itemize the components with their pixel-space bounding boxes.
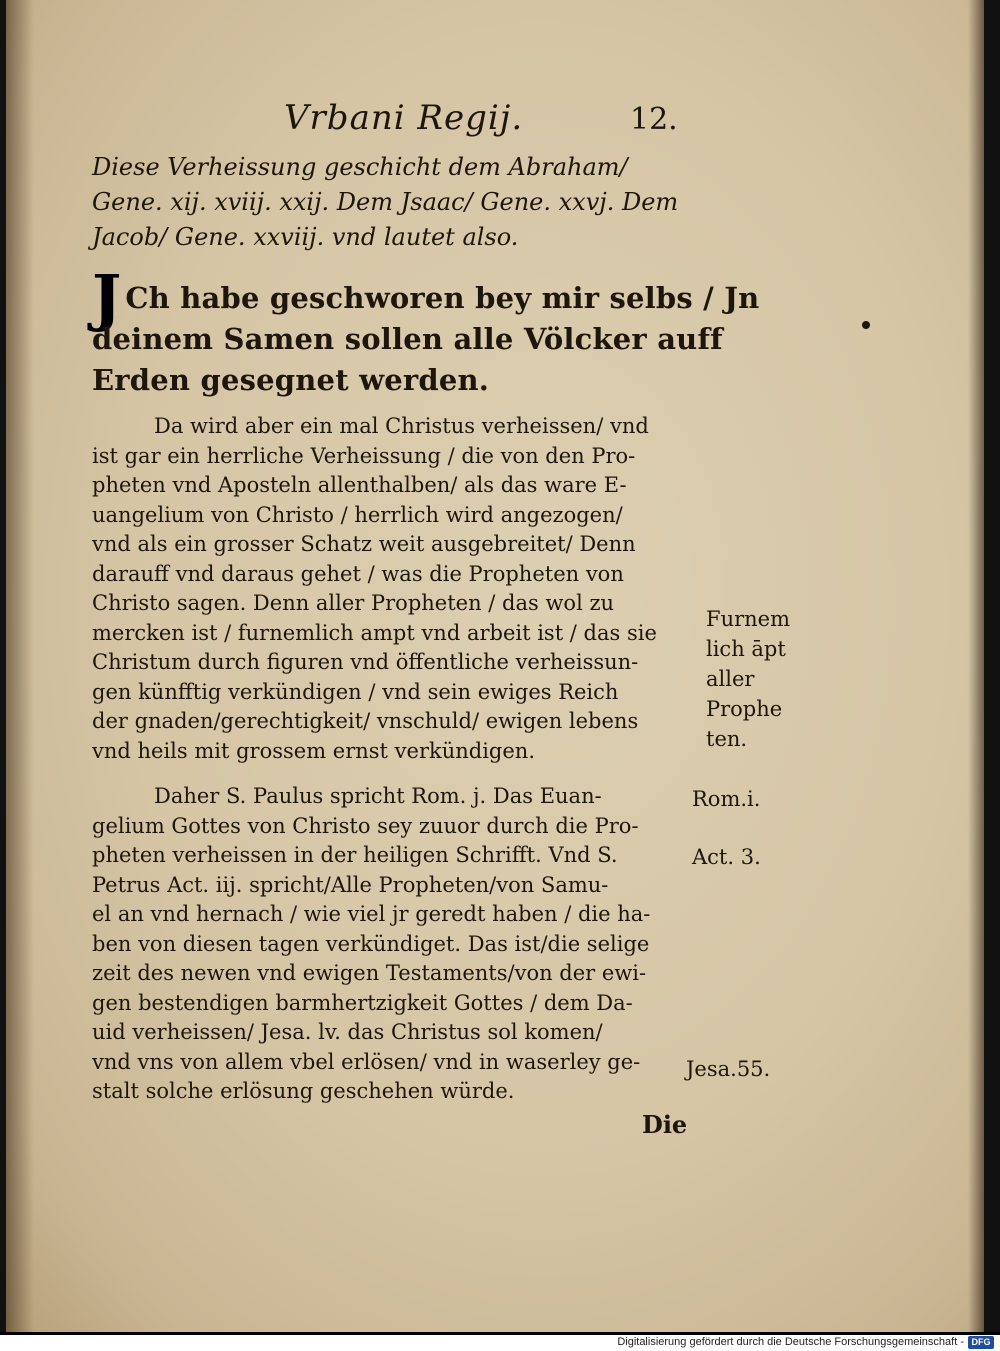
text-line: uangelium von Christo / herrlich wird angezogen/ (92, 502, 623, 527)
text-line: Petrus Act. iij. spricht/Alle Propheten/von Samu- (92, 872, 609, 897)
folio-number: 12. (630, 102, 678, 137)
intro-line: Diese Verheissung geschicht dem Abraham/ (92, 153, 628, 181)
intro-line: Gene. xij. xviij. xxij. Dem Jsaac/ Gene. xxvj. Dem (92, 188, 679, 216)
text-line: vnd heils mit grossem ernst verkündigen. (92, 738, 535, 763)
catchword: Die (642, 1110, 688, 1139)
text-line: darauff vnd daraus gehet / was die Propheten von (92, 561, 624, 586)
text-line: vnd als ein grosser Schatz weit ausgebreitet/ Denn (92, 532, 636, 556)
text-line: der gnaden/gerechtigkeit/ vnschuld/ ewigen lebens (92, 709, 639, 733)
intro-line: Jacob/ Gene. xxviij. vnd lautet also. (92, 223, 519, 251)
quote-line: Ch habe geschworen bey mir selbs / Jn (125, 281, 760, 315)
intro-block (92, 150, 678, 255)
margin-note-jesa: Jesa.55. (686, 1057, 771, 1081)
dfg-logo-icon: DFG (968, 1336, 994, 1349)
edge-shadow (968, 0, 984, 1332)
text-line: el an vnd hernach / wie viel jr geredt haben / die ha- (92, 902, 651, 926)
text-line: Da wird aber ein mal Christus verheissen/ vnd (154, 414, 649, 438)
margin-note-act: Act. 3. (692, 845, 761, 869)
scripture-quote (92, 261, 760, 401)
gutter-shadow (6, 0, 34, 1332)
quote-line: Erden gesegnet werden. (92, 363, 490, 397)
page-header (6, 98, 984, 144)
text-line: gen künfftig verkündigen / vnd sein ewiges Reich (92, 679, 619, 704)
book-page (6, 0, 984, 1332)
paragraph-2 (92, 782, 650, 1107)
margin-note-line: Furnem (706, 607, 790, 631)
text-line: ist gar ein herrliche Verheissung / die von den Pro- (92, 443, 636, 468)
margin-note-rom: Rom.i. (692, 787, 761, 811)
text-line: pheten verheissen in der heiligen Schrifft. Vnd S. (92, 843, 618, 867)
footer-bar (0, 1335, 1000, 1351)
margin-note-line: ten. (706, 727, 748, 751)
text-line: Christo sagen. Denn aller Propheten / das wol zu (92, 591, 615, 615)
funding-credit: Digitalisierung gefördert durch die Deutsche Forschungsgemeinschaft - (617, 1336, 964, 1348)
text-line: zeit des newen vnd ewigen Testaments/von der ewi- (92, 961, 647, 985)
text-line: Daher S. Paulus spricht Rom. j. Das Euan- (154, 784, 602, 808)
margin-note-line: Prophe (706, 697, 783, 721)
text-line: stalt solche erlösung geschehen würde. (92, 1079, 515, 1103)
quote-line: deinem Samen sollen alle Völcker auff (92, 322, 723, 356)
margin-note-line: aller (706, 667, 755, 691)
paragraph-1 (92, 412, 657, 766)
decorated-initial: J (92, 261, 122, 334)
text-line: uid verheissen/ Jesa. lv. das Christus sol komen/ (92, 1020, 603, 1044)
text-line: pheten vnd Aposteln allenthalben/ als das ware E- (92, 473, 627, 497)
text-line: vnd vns von allem vbel erlösen/ vnd in waserley ge- (92, 1049, 641, 1074)
margin-note-furnemlich (706, 604, 790, 754)
text-line: mercken ist / furnemlich ampt vnd arbeit ist / das sie (92, 620, 657, 645)
ink-dot (862, 321, 870, 329)
margin-note-line: lich āpt (706, 637, 786, 661)
text-line: Christum durch figuren vnd öffentliche verheissun- (92, 650, 639, 674)
text-line: gen bestendigen barmhertzigkeit Gottes / dem Da- (92, 990, 633, 1015)
text-line: ben von diesen tagen verkündiget. Das ist/die selige (92, 931, 650, 956)
running-head: Vrbani Regij. (284, 98, 524, 138)
text-line: gelium Gottes von Christo sey zuuor durch die Pro- (92, 813, 639, 838)
